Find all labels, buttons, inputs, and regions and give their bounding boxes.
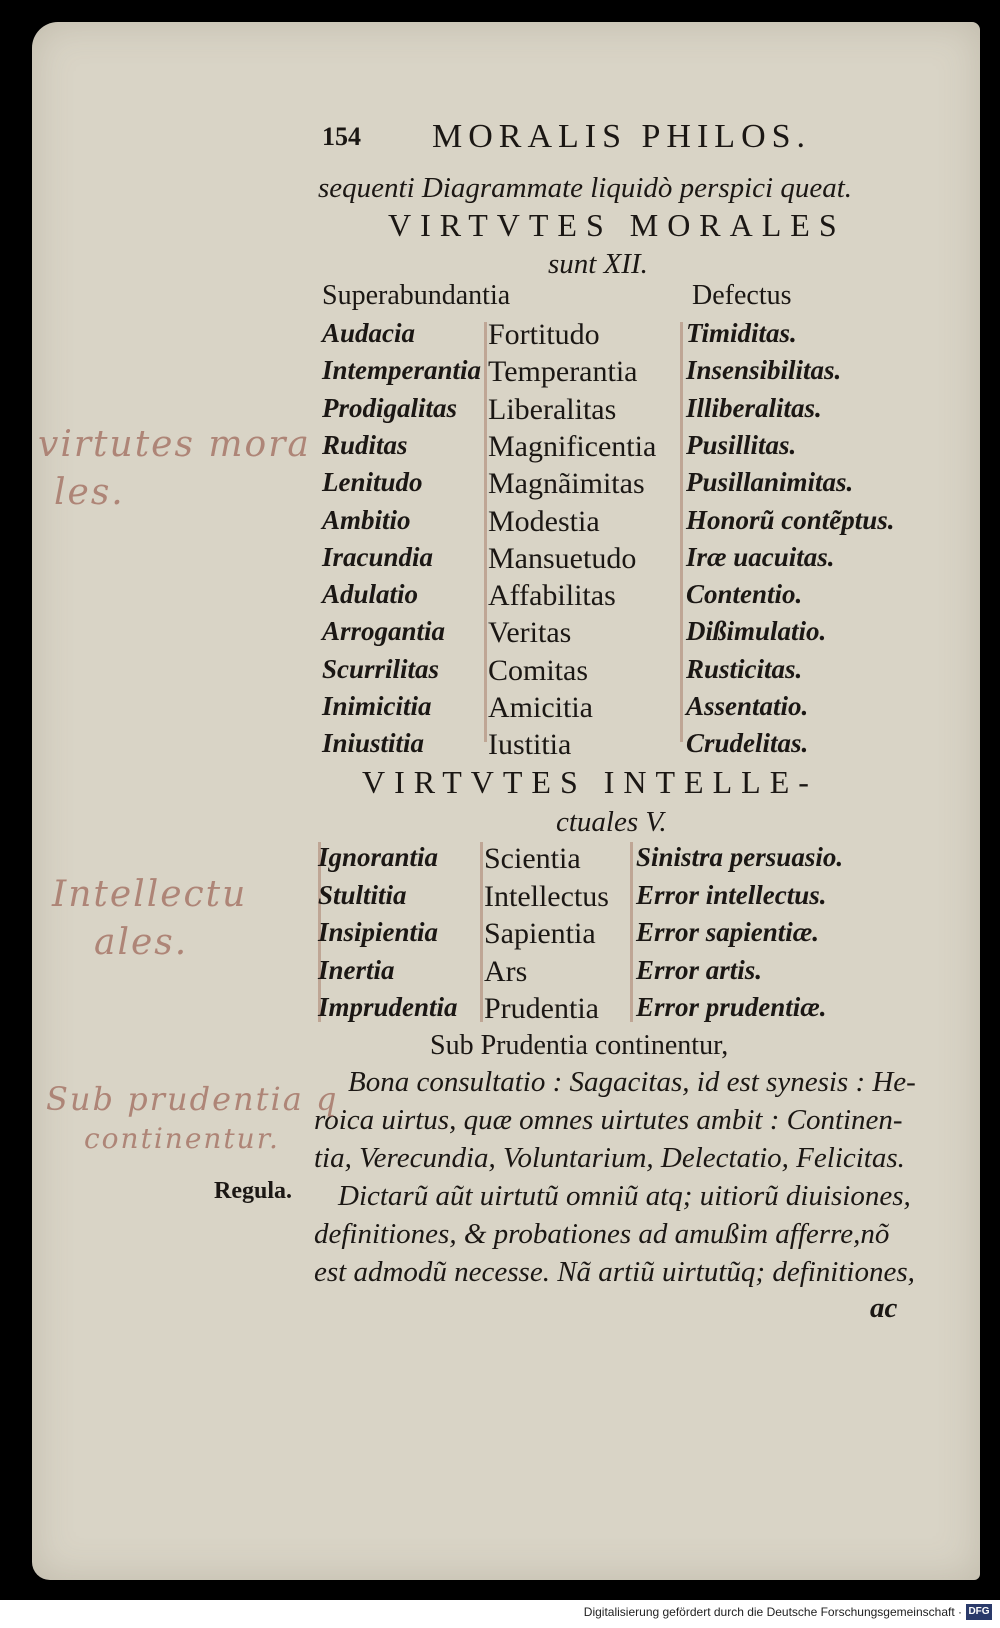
paragraph1-line1: Bona consultatio : Sagacitas, id est synesis : He- (348, 1066, 916, 1098)
table-cell-defect: Honorũ contẽptus. (686, 504, 895, 535)
red-rule (484, 322, 487, 742)
paragraph2-line1: Dictarũ aũt uirtutũ omniũ atq; uitiorũ diuisiones, (338, 1180, 911, 1212)
section1-subtitle: sunt XII. (548, 248, 648, 280)
section1-title: VIRTVTES MORALES (388, 207, 846, 243)
section2-subtitle: ctuales V. (556, 806, 667, 838)
marginal-note: les. (54, 472, 125, 513)
table-cell-excess: Ignorantia (318, 842, 439, 872)
table-cell-virtue: Prudentia (484, 992, 599, 1025)
footer-bar (0, 1600, 1000, 1628)
table-cell-defect: Sinistra persuasio. (636, 842, 844, 872)
table-cell-defect: Crudelitas. (686, 728, 809, 759)
table-cell-excess: Inimicitia (322, 691, 432, 721)
paragraph2-line2: definitiones, & probationes ad amußim afferre,nõ (314, 1218, 890, 1250)
table-cell-defect: Rusticitas. (686, 653, 803, 684)
paragraph2-line3: est admodũ necesse. Nã artiũ uirtutũq; definitiones, (314, 1256, 915, 1288)
table-cell-virtue: Liberalitas (488, 392, 617, 426)
sub-heading: Sub Prudentia continentur, (430, 1030, 729, 1061)
table-cell-virtue: Ars (484, 954, 528, 988)
marginal-note: ales. (94, 922, 189, 963)
table-cell-defect: Illiberalitas. (686, 392, 822, 423)
table-cell-excess: Inertia (318, 954, 395, 985)
col-header-left: Superabundantia (322, 280, 511, 311)
table-cell-excess: Prodigalitas (322, 392, 458, 423)
table-cell-defect: Timiditas. (686, 318, 797, 348)
table-cell-excess: Adulatio (322, 579, 419, 610)
table-cell-virtue: Affabilitas (488, 579, 616, 613)
table-cell-defect: Assentatio. (686, 691, 809, 721)
table-cell-defect: Iræ uacuitas. (686, 541, 835, 572)
table-cell-virtue: Magnãimitas (488, 467, 645, 501)
table-cell-excess: Lenitudo (322, 467, 423, 498)
table-cell-excess: Imprudentia (318, 992, 458, 1022)
marginal-note: virtutes mora (38, 424, 311, 465)
marginal-note: Sub prudentia q (46, 1080, 339, 1118)
table-cell-virtue: Comitas (488, 653, 589, 687)
red-rule (680, 322, 683, 742)
table-cell-virtue: Fortitudo (488, 318, 600, 351)
table-cell-excess: Ruditas (322, 429, 408, 460)
marginal-note: Intellectu (52, 874, 248, 915)
table-cell-virtue: Sapientia (484, 917, 596, 950)
table-cell-excess: Arrogantia (322, 616, 446, 647)
footer-text: Digitalisierung gefördert durch die Deutsche Forschungsgemeinschaft · (583, 1605, 962, 1619)
table-cell-virtue: Magnificentia (488, 429, 657, 463)
table-cell-virtue: Intellectus (484, 879, 609, 913)
table-cell-excess: Iracundia (322, 541, 434, 572)
table-cell-virtue: Scientia (484, 842, 581, 875)
dfg-logo: DFG (966, 1604, 992, 1620)
catchword: ac (870, 1292, 898, 1324)
table-cell-defect: Pusillanimitas. (686, 467, 854, 498)
intro-line: sequenti Diagrammate liquidò perspici queat. (318, 172, 853, 204)
table-cell-virtue: Temperantia (488, 355, 638, 389)
table-cell-excess: Stultitia (318, 879, 407, 910)
table-cell-virtue: Veritas (488, 616, 572, 650)
table-cell-excess: Audacia (322, 318, 416, 348)
table-cell-defect: Pusillitas. (686, 429, 797, 460)
running-title: MORALIS PHILOS. (432, 118, 812, 155)
paragraph1-line2: roica uirtus, quæ omnes uirtutes ambit : Continen- (314, 1104, 903, 1136)
table-cell-excess: Iniustitia (322, 728, 425, 759)
table-cell-excess: Insipientia (318, 917, 439, 947)
table-cell-defect: Error sapientiæ. (636, 917, 820, 947)
marginal-note: continentur. (84, 1122, 280, 1155)
page-number: 154 (322, 122, 361, 151)
table-cell-defect: Error intellectus. (636, 879, 827, 910)
table-cell-defect: Insensibilitas. (686, 355, 842, 386)
table-cell-defect: Error prudentiæ. (636, 992, 827, 1022)
table-cell-defect: Error artis. (636, 954, 763, 985)
table-cell-excess: Intemperantia (322, 355, 482, 386)
table-cell-virtue: Amicitia (488, 691, 593, 724)
table-cell-virtue: Modestia (488, 504, 600, 538)
side-note: Regula. (214, 1178, 292, 1204)
table-cell-excess: Scurrilitas (322, 653, 440, 684)
red-rule (480, 842, 483, 1022)
table-cell-defect: Contentio. (686, 579, 803, 610)
table-cell-defect: Dißimulatio. (686, 616, 827, 647)
col-header-right: Defectus (692, 280, 792, 311)
red-rule (630, 842, 633, 1022)
table-cell-virtue: Mansuetudo (488, 541, 637, 575)
book-page (32, 22, 980, 1580)
section2-title: VIRTVTES INTELLE- (362, 764, 818, 800)
table-cell-excess: Ambitio (322, 504, 411, 535)
table-cell-virtue: Iustitia (488, 728, 572, 762)
paragraph1-line3: tia, Verecundia, Voluntarium, Delectatio, Felicitas. (314, 1142, 905, 1174)
